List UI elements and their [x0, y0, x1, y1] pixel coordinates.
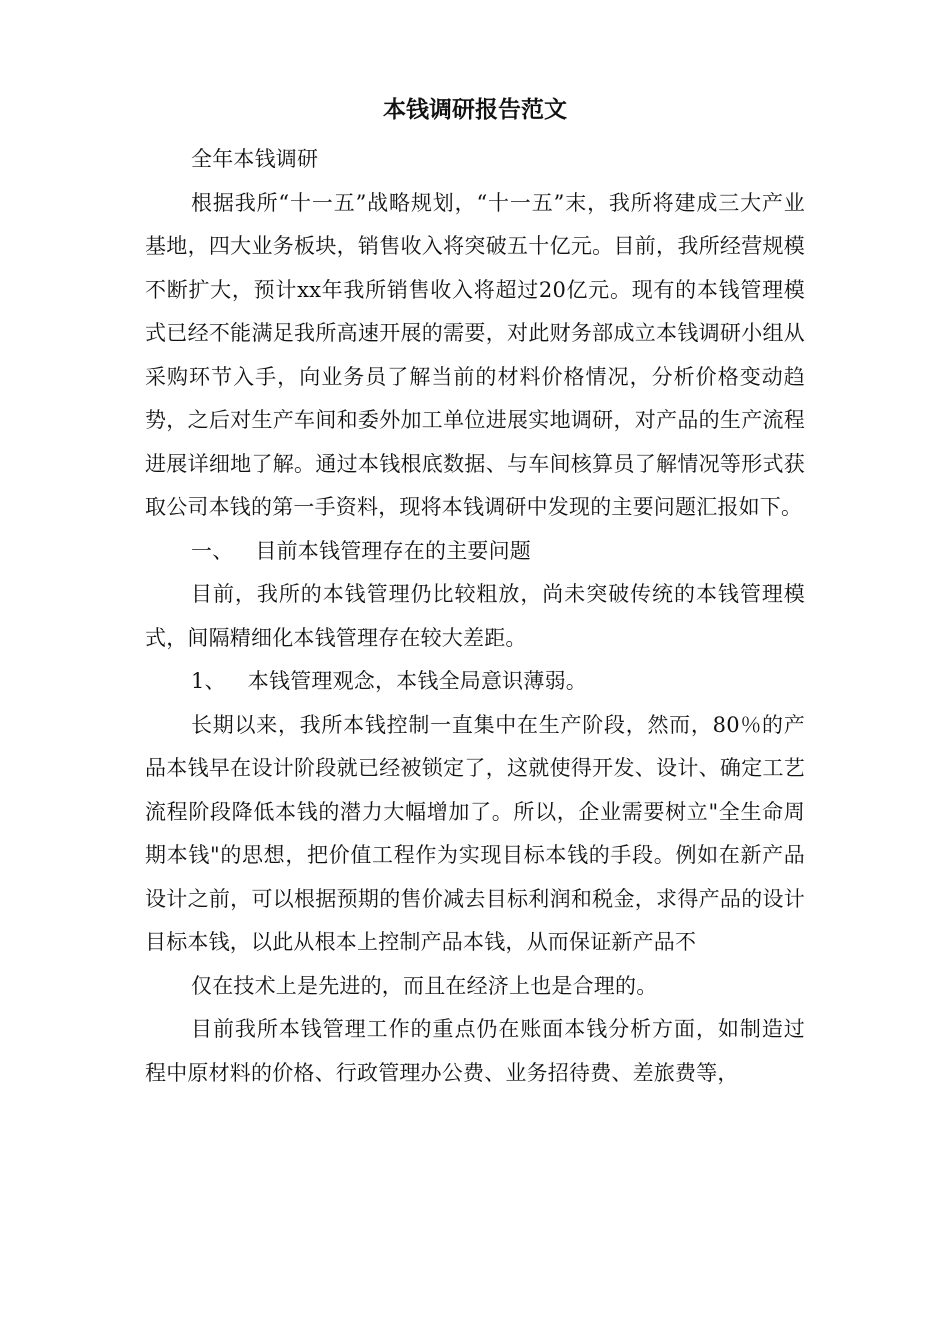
- paragraph-continuation: 仅在技术上是先进的，而且在经济上也是合理的。: [191, 973, 658, 998]
- paragraph-section-summary: 目前，我所的本钱管理仍比较粗放，尚未突破传统的本钱管理模式，间隔精细化本钱管理存在较大差距。: [145, 582, 805, 650]
- section-heading-1: [145, 530, 805, 574]
- section-heading-text: 目前本钱管理存在的主要问题: [255, 538, 532, 563]
- document-page: [145, 88, 805, 1095]
- subsection-heading-text: 本钱管理观念，本钱全局意识薄弱。: [247, 669, 587, 693]
- paragraph-subtitle: 全年本钱调研: [191, 147, 319, 171]
- paragraph-lifecycle-cost: 长期以来，我所本钱控制一直集中在生产阶段，然而，80％的产品本钱早在设计阶段就已经被锁定了，这就使得开发、设计、确定工艺流程阶段降低本钱的潜力大幅增加了。所以，企业需要树立"全生命周期本钱"的思想，把价值工程作为实现目标本钱的手段。例如在新产品设计之前，可以根据预期的售价减去目标利润和税金，求得产品的设计目标本钱，以此从根本上控制产品本钱，从而保证新产品不: [145, 712, 805, 954]
- document-title: 本钱调研报告范文: [383, 97, 567, 123]
- paragraph-intro: 根据我所“十一五”战略规划，“十一五”末，我所将建成三大产业基地，四大业务板块，销售收入将突破五十亿元。目前，我所经营规模不断扩大，预计xx年我所销售收入将超过20亿元。现有的本钱管理模式已经不能满足我所高速开展的需要，对此财务部成立本钱调研小组从采购环节入手，向业务员了解当前的材料价格情况，分析价格变动趋势，之后对生产车间和委外加工单位进展实地调研，对产品的生产流程进展详细地了解。通过本钱根底数据、与车间核算员了解情况等形式获取公司本钱的第一手资料，现将本钱调研中发现的主要问题汇报如下。: [145, 190, 805, 519]
- section-number: 一、: [191, 538, 234, 563]
- paragraph-current-focus: 目前我所本钱管理工作的重点仍在账面本钱分析方面，如制造过程中原材料的价格、行政管理办公费、业务招待费、差旅费等，: [145, 1017, 805, 1085]
- subsection-number: 1、: [191, 669, 226, 693]
- subsection-heading-1: [145, 660, 805, 704]
